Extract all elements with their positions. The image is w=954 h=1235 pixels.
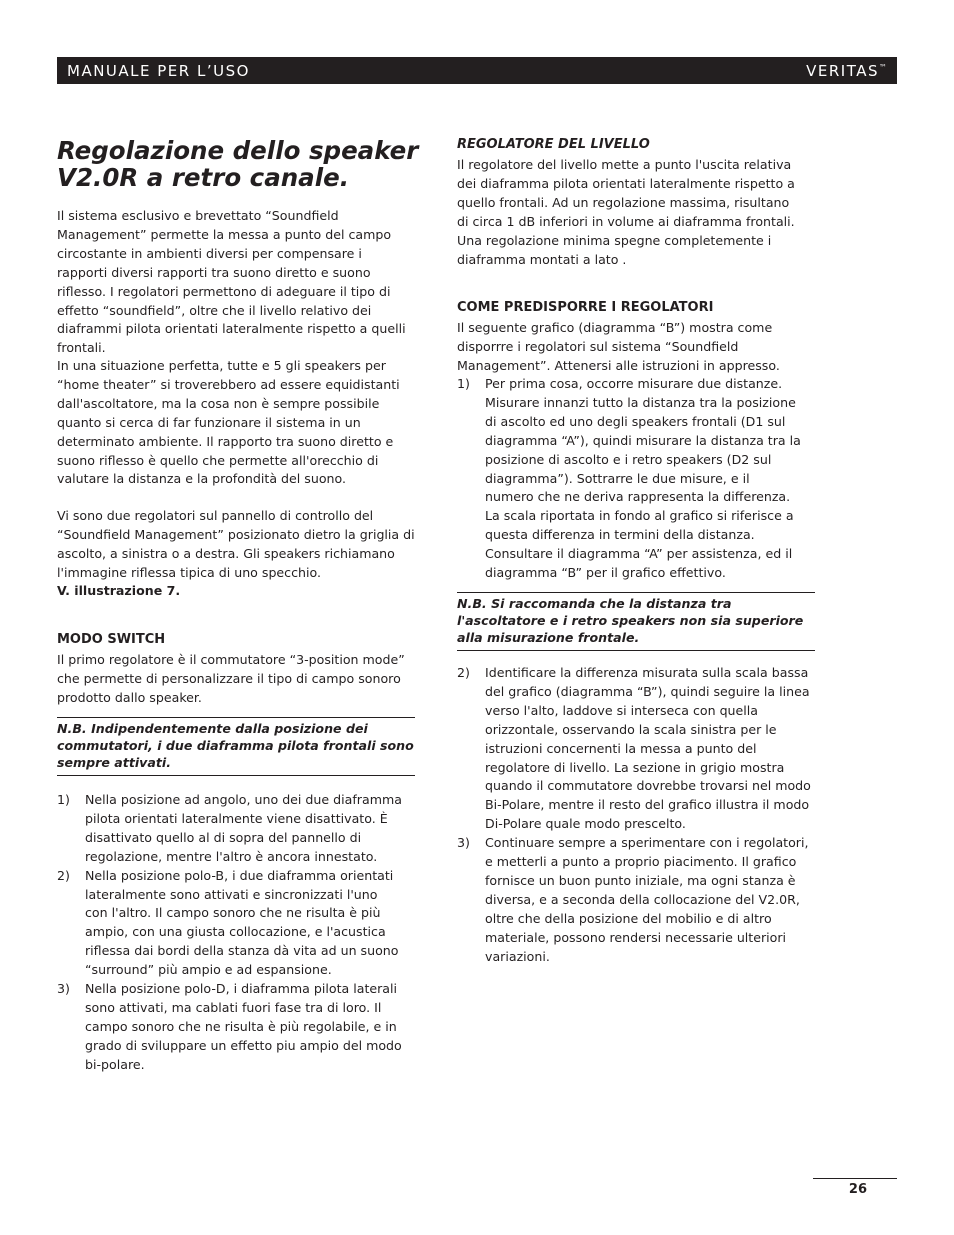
note-box-left: N.B. Indipendentemente dalla posizione dei commutatori, i due diaframma pilota frontali sono sempre attivati.	[57, 717, 415, 776]
list-item-number: 2)	[457, 665, 470, 680]
setup-steps-list-b	[457, 664, 815, 967]
list-item-text: Nella posizione polo-D, i diaframma pilota laterali sono attivati, ma cablati fuori fase tra di loro. Il campo sonoro che ne risulta è più regolabile, e in grado di sviluppare un effetto piu ampio del modo bi-polare.	[85, 981, 402, 1072]
list-item-text: Nella posizione polo-B, i due diaframma orientati lateralmente sono attivati e sincronizzati l'uno con l'altro. Il campo sonoro che ne risulta è più ampio, con una giusta collocazione, e l'acustica riflessa dai bordi della stanza dà vita ad un suono “surround” più ampio e ad espansione.	[85, 867, 399, 978]
level-regulator-text: Il regolatore del livello mette a punto l'uscita relativa dei diaframma pilota orientati lateralmente rispetto a quello frontali. Ad un regolazione massima, risultano di circa 1 dB inferiori in volume ai diaframma frontali. Una regolazione minima spegne completemente i diaframma montati a lato .	[457, 157, 795, 267]
intro-paragraph-2: In una situazione perfetta, tutte e 5 gli speakers per “home theater” si troverebbero ad essere equidistanti dall'ascoltatore, ma la cosa non è sempre possibile quanto si cerca di far funzionare il sistema in un determinato ambiente. Il rapporto tra suono diretto e suono riflesso è quello che permette all'orecchio di valutare la distanza e la profondità del suono.	[57, 358, 400, 487]
list-item-number: 1)	[457, 376, 470, 391]
level-regulator-heading: REGOLATORE DEL LIVELLO	[457, 137, 650, 152]
intro-paragraph-1: Il sistema esclusivo e brevettato “Soundfield Management” permette la messa a punto del campo circostante in ambienti diversi per compensare i rapporti diversi rapporti tra suono diretto e suono riflesso. I regolatori permettono di adeguare il tipo di effetto “soundfield”, oltre che il livello relativo dei diaframmi pilota orientati lateralmente rispetto a quelli frontali.	[57, 208, 406, 356]
list-item-text: Identificare la differenza misurata sulla scala bassa del grafico (diagramma “B”), quindi seguire la linea verso l'alto, laddove si interseca con quella orizzontale, osservando la scala sinistra per le istruzioni concernenti la messa a punto del regolatore di livello. La sezione in grigio mostra quando il commutatore dovrebbe trovarsi nel modo Bi-Polare, mentre il resto del grafico illustra il modo Di-Polare quale modo prescelto.	[485, 665, 811, 832]
page-header-bar	[57, 57, 897, 84]
setup-steps-list-a	[457, 375, 802, 583]
intro-paragraph-3: Vi sono due regolatori sul pannello di controllo del “Soundfield Management” posizionato dietro la griglia di ascolto, a sinistra o a destra. Gli speakers richiamano l'immagine riflessa tipica di uno specchio.	[57, 508, 415, 580]
list-item	[457, 834, 815, 966]
manual-title: MANUALE PER L’USO	[67, 62, 250, 80]
setup-heading: COME PREDISPORRE I REGOLATORI	[457, 300, 714, 315]
mode-positions-list	[57, 791, 402, 1075]
list-item-text: Per prima cosa, occorre misurare due distanze. Misurare innanzi tutto la distanza tra la posizione di ascolto ed uno degli speakers frontali (D1 sul diagramma “A”), quindi misurare la distanza tra la posizione di ascolto e i retro speakers (D2 sul diagramma”). Sottrarre le due misure, e il numero che ne deriva rappresenta la differenza. La scala riportata in fondo al grafico si riferisce a questa differenza in termini della distanza. Consultare il diagramma “A” per assistenza, ed il diagramma “B” per il grafico effettivo.	[485, 376, 801, 581]
setup-text: Il seguente grafico (diagramma “B”) mostra come disporrre i regolatori sul sistema “Soundfield Management”. Attenersi alle istruzioni in appresso.	[457, 320, 780, 373]
illustration-reference: V. illustrazione 7.	[57, 583, 181, 598]
trademark-symbol: ™	[879, 63, 887, 72]
list-item-text: Nella posizione ad angolo, uno dei due diaframma pilota orientati lateralmente viene disattivato. È disattivato quello al di sopra del pannello di regolazione, mentre l'altro è ancora innestato.	[85, 792, 402, 864]
brand-name-text: VERITAS	[806, 62, 879, 80]
list-item	[57, 980, 402, 1075]
list-item-number: 2)	[57, 867, 70, 883]
footer-rule	[813, 1178, 897, 1179]
mode-switch-text: Il primo regolatore è il commutatore “3-position mode” che permette di personalizzare il tipo di campo sonoro prodotto dallo speaker.	[57, 652, 405, 705]
page-number: 26	[848, 1182, 867, 1197]
note-box-right: N.B. Si raccomanda che la distanza tra l'ascoltatore e i retro speakers non sia superiore alla misurazione frontale.	[457, 592, 815, 651]
list-item	[57, 791, 402, 867]
mode-switch-heading: MODO SWITCH	[57, 632, 166, 647]
list-item	[457, 664, 815, 834]
page-title: Regolazione dello speaker V2.0R a retro canale.	[57, 136, 419, 192]
list-item	[457, 375, 802, 583]
list-item	[57, 867, 402, 980]
list-item-text: Continuare sempre a sperimentare con i regolatori, e metterli a punto a proprio piacimento. Il grafico fornisce un buon punto iniziale, ma ogni stanza è diversa, e a seconda della collocazione del V2.0R, oltre che della posizione del mobilio e di altro materiale, possono rendersi necessarie ulteriori variazioni.	[485, 835, 809, 964]
list-item-number: 1)	[57, 792, 70, 807]
list-item-number: 3)	[457, 835, 470, 851]
brand-name	[806, 62, 887, 80]
list-item-number: 3)	[57, 981, 70, 997]
